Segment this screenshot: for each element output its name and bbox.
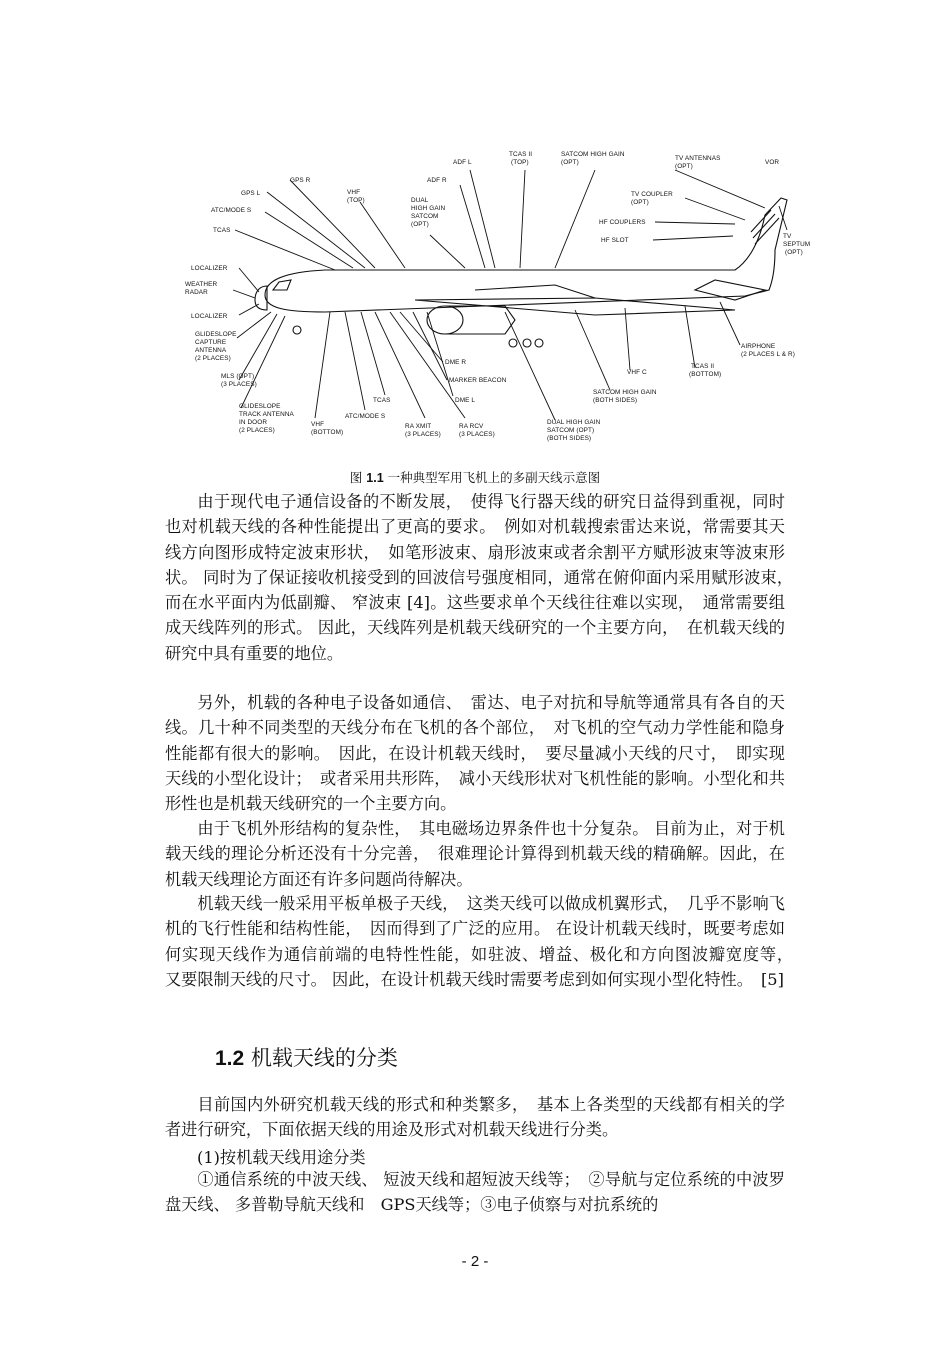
fig-label: RA XMIT <box>405 423 432 430</box>
fig-label: (2 PLACES) <box>195 355 231 362</box>
fig-label: HIGH GAIN <box>411 205 446 212</box>
fig-label: DUAL <box>411 197 429 204</box>
section-number: 1.2 <box>215 1047 245 1070</box>
fig-label: TV ANTENNAS <box>675 155 721 162</box>
body-paragraph: 机载天线一般采用平板单极子天线， 这类天线可以做成机翼形式， 几乎不影响飞机的飞行性能和结构性能， 因而得到了广泛的应用。 在设计机载天线时，既要考虑如何实现天线作为通信前端的电特性性能，如驻波、增益、极化和方向图波瓣宽度等， 又要限制天线的尺寸。 因此，在设计机载天线时需要考虑到如何实现小型化特性。 [5] <box>165 894 802 989</box>
fig-label: CAPTURE <box>195 339 227 346</box>
fig-label: GLIDESLOPE <box>239 403 281 410</box>
fig-label: LOCALIZER <box>191 313 228 320</box>
fig-label: DME R <box>445 359 467 366</box>
caption-prefix: 图 <box>349 470 363 485</box>
fig-label: ATC/MODE S <box>345 413 386 420</box>
fig-label: VHF <box>311 421 325 428</box>
page-number: - 2 - <box>461 1253 489 1270</box>
fig-label: (2 PLACES) <box>239 427 275 434</box>
fig-label: ANTENNA <box>195 347 227 354</box>
fig-label: ATC/MODE S <box>211 207 252 214</box>
fig-label: (3 PLACES) <box>221 381 257 388</box>
fig-label: SATCOM HIGH GAIN <box>593 389 657 396</box>
body-paragraph: 另外，机载的各种电子设备如通信、 雷达、电子对抗和导航等通常具有各自的天线。几十种不同类型的天线分布在飞机的各个部位， 对飞机的空气动力学性能和隐身性能都有很大的影响。 因此，在设计机载天线时， 要尽量减小天线的尺寸， 即实现天线的小型化设计； 或者采用共形阵， 减小天线形状对飞机性能的影响。小型化和共形性也是机载天线研究的一个主要方向。 <box>165 693 785 814</box>
fig-label: (OPT) <box>561 159 579 166</box>
fig-label: VOR <box>765 159 780 166</box>
figure-caption <box>0 468 950 486</box>
section-title: 机载天线的分类 <box>250 1046 398 1070</box>
fig-label: (BOTTOM) <box>311 429 344 436</box>
fig-label: SATCOM <box>411 213 439 220</box>
fig-label: HF COUPLERS <box>599 219 646 226</box>
fig-label: RA RCV <box>459 423 484 430</box>
body-paragraph: 由于现代电子通信设备的不断发展， 使得飞行器天线的研究日益得到重视，同时也对机载天线的各种性能提出了更高的要求。 例如对机载搜索雷达来说，常需要其天线方向图形成特定波束形状， 如笔形波束、扇形波束或者余割平方赋形波束等波束形状。 同时为了保证接收机接受到的回波信号强度相同，通常在俯仰面内采用赋形波束， 而在水平面内为低副瓣、 窄波束 [4]。这些要求单个天线往往难以实现， 通常需要组成天线阵列的形式。 因此，天线阵列是机载天线研究的一个主要方向， 在机载天线的研究中具有重要的地位。 <box>165 492 802 663</box>
body-paragraph: 由于飞机外形结构的复杂性， 其电磁场边界条件也十分复杂。 目前为止，对于机载天线的理论分析还没有十分完善， 很难理论计算得到机载天线的精确解。因此，在机载天线理论方面还有许多问题尚待解决。 <box>165 819 785 889</box>
fig-label: TRACK ANTENNA <box>239 411 294 418</box>
fig-label: ADF R <box>427 177 447 184</box>
fig-label: (BOTTOM) <box>689 371 722 378</box>
fig-label: (OPT) <box>785 249 803 256</box>
fig-label: TCAS <box>373 397 391 404</box>
fig-label: (OPT) <box>675 163 693 170</box>
fig-label: HF SLOT <box>601 237 629 244</box>
fig-label: TCAS II <box>691 363 715 370</box>
caption-text: 一种典型军用飞机上的多副天线示意图 <box>387 470 601 485</box>
fig-label: GPS L <box>241 190 261 197</box>
fig-label: ADF L <box>453 159 472 166</box>
fig-label: SATCOM HIGH GAIN <box>561 151 625 158</box>
aircraft-diagram <box>175 140 811 450</box>
fig-label: (BOTH SIDES) <box>593 397 638 404</box>
body-paragraph: 目前国内外研究机载天线的形式和种类繁多， 基本上各类型的天线都有相关的学者进行研究，下面依据天线的用途及形式对机载天线进行分类。 <box>165 1095 785 1140</box>
caption-number: 1.1 <box>366 471 384 485</box>
fig-label: TCAS II <box>509 151 533 158</box>
fig-label: (BOTH SIDES) <box>547 435 592 442</box>
fig-label: TV COUPLER <box>631 191 673 198</box>
fig-label: IN DOOR <box>239 419 268 426</box>
fig-label: TV <box>783 233 792 240</box>
fig-label: (TOP) <box>347 197 365 204</box>
fig-label: AIRPHONE <box>741 343 776 350</box>
fig-label: (3 PLACES) <box>459 431 495 438</box>
fig-label: MLS (OPT) <box>221 373 255 380</box>
fig-label: VHF C <box>627 369 647 376</box>
fig-label: VHF <box>347 189 361 196</box>
fig-label: (OPT) <box>631 199 649 206</box>
fig-label: (TOP) <box>511 159 529 166</box>
body-paragraph: ①通信系统的中波天线、 短波天线和超短波天线等； ②导航与定位系统的中波罗盘天线、 多普勒导航天线和 GPS天线等；③电子侦察与对抗系统的 <box>165 1170 785 1215</box>
fig-label: LOCALIZER <box>191 265 228 272</box>
subheading: (1)按机载天线用途分类 <box>197 1148 366 1167</box>
fig-label: MARKER BEACON <box>449 377 507 384</box>
fig-label: TCAS <box>213 227 231 234</box>
fig-label: RADAR <box>185 289 208 296</box>
fig-label: SATCOM (OPT) <box>547 427 595 434</box>
aircraft-antenna-figure <box>175 140 811 450</box>
fig-label: DUAL HIGH GAIN <box>547 419 601 426</box>
fig-label: SEPTUM <box>783 241 811 248</box>
fig-label: (OPT) <box>411 221 429 228</box>
fig-label: GLIDESLOPE <box>195 331 237 338</box>
fig-label: (3 PLACES) <box>405 431 441 438</box>
fig-label: WEATHER <box>185 281 218 288</box>
section-heading <box>215 1042 398 1072</box>
fig-label: GPS R <box>290 177 311 184</box>
fig-label: DME L <box>455 397 476 404</box>
fig-label: (2 PLACES L & R) <box>741 351 795 358</box>
